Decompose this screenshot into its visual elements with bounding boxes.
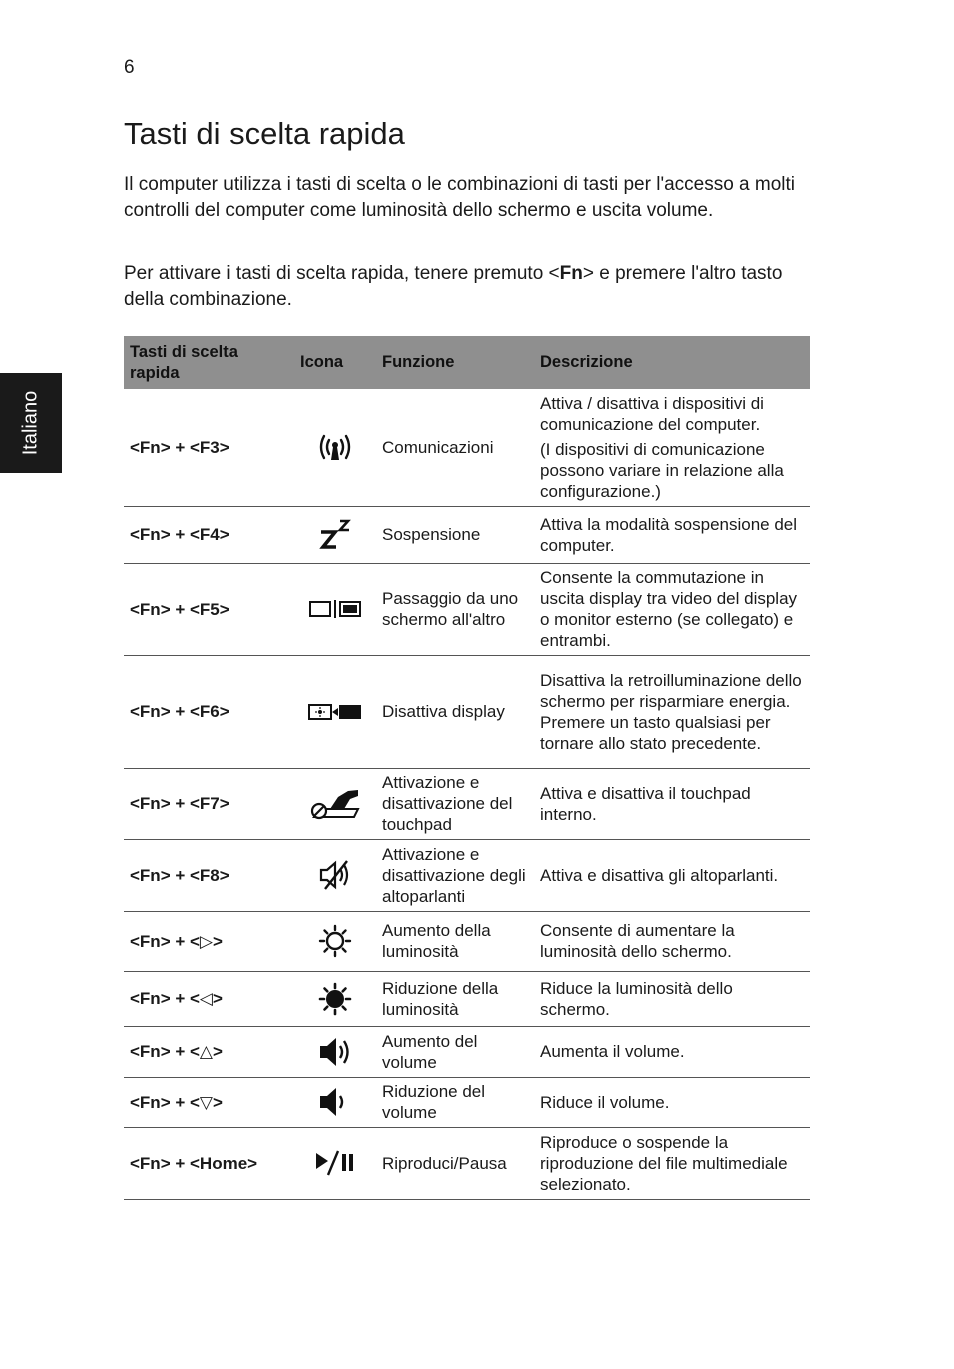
function-cell: Aumento del volume <box>376 1026 534 1077</box>
function-cell: Riproduci/Pausa <box>376 1127 534 1199</box>
function-cell: Riduzione del volume <box>376 1077 534 1127</box>
table-row <box>124 911 810 971</box>
function-cell: Attivazione e disattivazione degli altoparlanti <box>376 839 534 911</box>
hotkey-cell: <Fn> + <F5> <box>124 563 294 655</box>
icon-cell <box>294 1127 376 1199</box>
hotkey-cell: <Fn> + <◁> <box>124 971 294 1026</box>
function-cell: Sospensione <box>376 506 534 563</box>
function-cell: Attivazione e disattivazione del touchpad <box>376 768 534 839</box>
page-number: 6 <box>124 57 135 78</box>
icon-cell <box>294 1077 376 1127</box>
intro-paragraph: Il computer utilizza i tasti di scelta o le combinazioni di tasti per l'accesso a molti controlli del computer come luminosità dello schermo e uscita volume. <box>124 174 796 221</box>
wireless-icon <box>316 430 354 464</box>
table-row <box>124 563 810 655</box>
display-toggle-icon <box>308 599 362 619</box>
function-cell: Passaggio da uno schermo all'altro <box>376 563 534 655</box>
description-cell: Disattiva la retroilluminazione dello schermo per risparmiare energia. Premere un tasto qualsiasi per tornare allo stato precedente. <box>534 655 810 768</box>
fn-key-label: Fn <box>559 263 583 284</box>
table-row <box>124 971 810 1026</box>
hotkey-cell: <Fn> + <▽> <box>124 1077 294 1127</box>
description-cell: Consente la commutazione in uscita display tra video del display o monitor esterno (se collegato) e entrambi. <box>534 563 810 655</box>
description-cell: Riproduce o sospende la riproduzione del file multimediale selezionato. <box>534 1127 810 1199</box>
instruction-paragraph: Per attivare i tasti di scelta rapida, tenere premuto <Fn> e premere l'altro tasto della combinazione. <box>124 263 783 310</box>
play-pause-icon <box>314 1149 356 1177</box>
function-cell: Aumento della luminosità <box>376 911 534 971</box>
description-cell: Attiva e disattiva gli altoparlanti. <box>534 839 810 911</box>
function-cell: Riduzione della luminosità <box>376 971 534 1026</box>
speaker-mute-icon <box>317 858 353 892</box>
hotkeys-table <box>124 336 810 1200</box>
icon-cell <box>294 911 376 971</box>
table-row <box>124 839 810 911</box>
icon-cell <box>294 563 376 655</box>
table-row <box>124 1026 810 1077</box>
icon-cell <box>294 768 376 839</box>
hotkey-cell: <Fn> + <F8> <box>124 839 294 911</box>
language-side-tab <box>0 373 62 473</box>
brightness-down-icon <box>318 982 352 1016</box>
hotkey-cell: <Fn> + <△> <box>124 1026 294 1077</box>
header-icon: Icona <box>294 336 376 389</box>
table-header-row <box>124 336 810 389</box>
icon-cell <box>294 506 376 563</box>
description-cell: Aumenta il volume. <box>534 1026 810 1077</box>
table-row <box>124 389 810 506</box>
icon-cell <box>294 971 376 1026</box>
description-cell: Riduce il volume. <box>534 1077 810 1127</box>
description-cell: Attiva / disattiva i dispositivi di comunicazione del computer. (I dispositivi di comunicazione possono variare in relazione alla configurazione.) <box>534 389 810 506</box>
description-cell: Consente di aumentare la luminosità dello schermo. <box>534 911 810 971</box>
icon-cell <box>294 389 376 506</box>
table-row <box>124 655 810 768</box>
description-cell: Attiva e disattiva il touchpad interno. <box>534 768 810 839</box>
description-cell: Riduce la luminosità dello schermo. <box>534 971 810 1026</box>
volume-down-icon <box>317 1085 353 1119</box>
table-row <box>124 768 810 839</box>
display-off-icon <box>307 702 363 722</box>
hotkey-cell: <Fn> + <Home> <box>124 1127 294 1199</box>
icon-cell <box>294 839 376 911</box>
language-label: Italiano <box>19 390 42 456</box>
page-title: Tasti di scelta rapida <box>124 116 405 151</box>
sleep-icon <box>318 518 352 552</box>
table-row <box>124 1077 810 1127</box>
volume-up-icon <box>317 1035 353 1069</box>
hotkey-cell: <Fn> + <F3> <box>124 389 294 506</box>
brightness-up-icon <box>318 924 352 958</box>
hotkey-cell: <Fn> + <▷> <box>124 911 294 971</box>
icon-cell <box>294 1026 376 1077</box>
description-cell: Attiva la modalità sospensione del computer. <box>534 506 810 563</box>
function-cell: Comunicazioni <box>376 389 534 506</box>
table-row <box>124 506 810 563</box>
header-description: Descrizione <box>534 336 810 389</box>
hotkey-cell: <Fn> + <F6> <box>124 655 294 768</box>
header-function: Funzione <box>376 336 534 389</box>
hotkey-cell: <Fn> + <F7> <box>124 768 294 839</box>
table-row <box>124 1127 810 1199</box>
touchpad-toggle-icon <box>308 787 362 821</box>
hotkey-cell: <Fn> + <F4> <box>124 506 294 563</box>
header-keys: Tasti di scelta rapida <box>124 336 294 389</box>
icon-cell <box>294 655 376 768</box>
function-cell: Disattiva display <box>376 655 534 768</box>
